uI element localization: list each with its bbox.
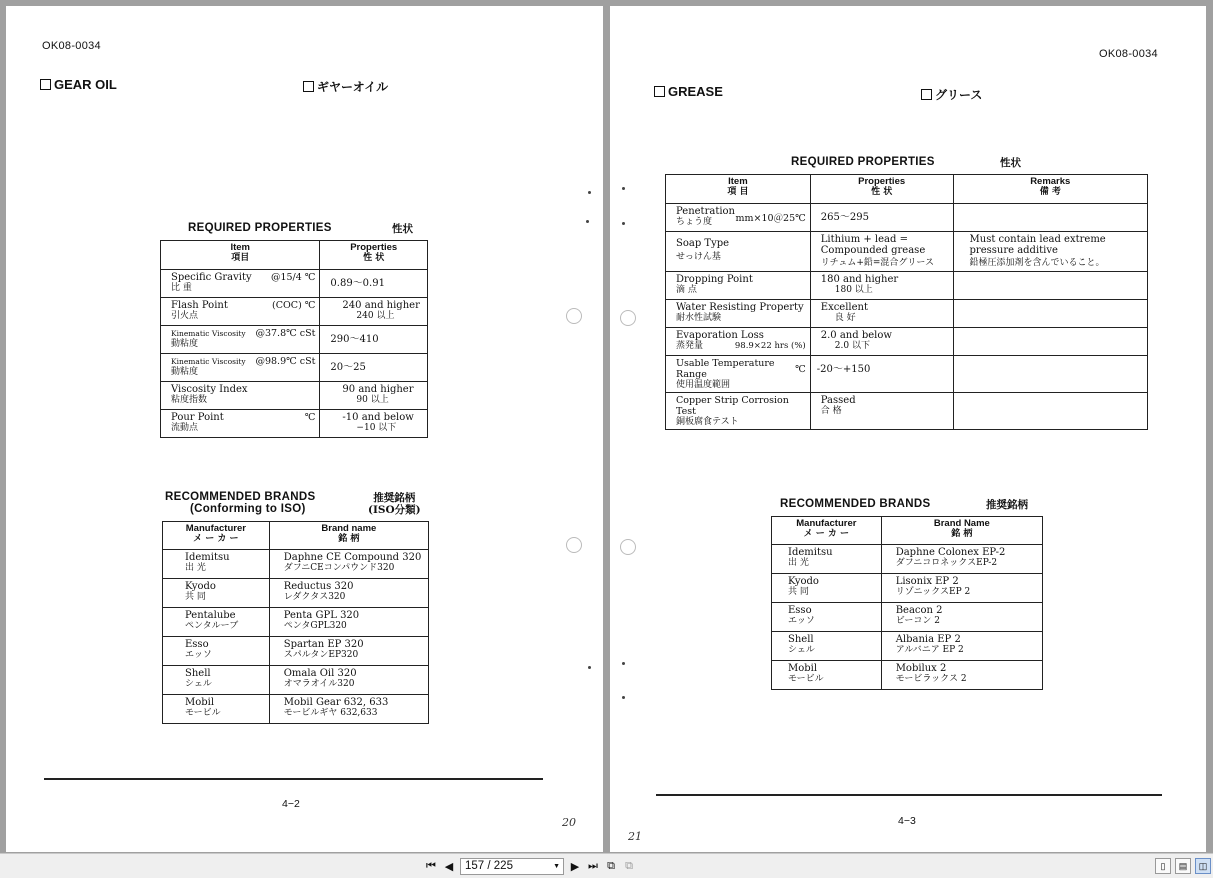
checkbox-square	[654, 86, 665, 97]
table-row: Kinematic Viscosity @37.8℃ cSt 動粘度 290～410	[161, 326, 428, 354]
required-caption-jp: 性状	[1000, 157, 1021, 169]
brands-caption: RECOMMENDED BRANDS	[780, 498, 931, 510]
next-page-icon: ▶	[570, 860, 580, 873]
last-page-icon: ⏭	[588, 859, 598, 872]
scan-speck	[622, 222, 625, 225]
table-row: Kyodo 共 同 Lisonix EP 2 リゾニックスEP 2	[772, 574, 1043, 603]
header-brand-name: Brand Name 銘 柄	[881, 517, 1042, 545]
checkbox-square	[303, 81, 314, 92]
table-row: Pentalube ペンタルーブ Penta GPL 320 ペンタGPL320	[163, 608, 429, 637]
scan-speck	[622, 187, 625, 190]
punch-hole	[566, 537, 582, 553]
table-row: Mobil モービル Mobilux 2 モービラックス 2	[772, 661, 1043, 690]
go-back-view-button[interactable]	[604, 857, 618, 875]
scan-speck	[586, 220, 589, 223]
go-forward-icon: ⧉	[625, 859, 633, 872]
table-row: Soap Type せっけん基 Lithium + lead = Compounded grease リチュム+鉛=混合グリース Must contain lead extreme pressure additive 鉛極圧添加剤を含んでいること。	[666, 232, 1148, 272]
section-title-jp: グリース	[921, 86, 982, 103]
page-selector-value: 157 / 225	[465, 860, 513, 872]
table-row: Viscosity Index 粘度指数 90 and higher 90 以上	[161, 382, 428, 410]
required-properties-table	[160, 240, 428, 438]
next-page-button[interactable]	[568, 857, 582, 875]
first-page-icon: ⏮	[426, 859, 436, 872]
continuous-page-icon: ▤	[1178, 860, 1188, 871]
table-row: Copper Strip Corrosion Test 銅板腐食テスト Passed 合 格	[666, 393, 1148, 430]
view-mode-buttons	[1155, 858, 1211, 874]
table-row: Usable Temperature Range ℃ 使用温度範囲 -20～+150	[666, 356, 1148, 393]
single-page-icon: ▯	[1160, 860, 1166, 871]
handwritten-note: 21	[628, 830, 642, 843]
brands-caption-jp: 推奨銘柄	[986, 499, 1028, 511]
doc-number: OK08-0034	[42, 40, 101, 52]
table-row: Specific Gravity @15/4 ℃ 比 重 0.89～0.91	[161, 270, 428, 298]
punch-hole	[620, 310, 636, 326]
table-row: Esso エッソ Spartan EP 320 スパルタンEP320	[163, 637, 429, 666]
header-remarks: Remarks 備 考	[953, 175, 1147, 204]
table-row: Penetration ちょう度 mm×10＠25℃ 265～295	[666, 204, 1148, 232]
go-back-icon: ⧉	[607, 859, 615, 872]
handwritten-note: 20	[562, 816, 576, 829]
page-left	[6, 6, 603, 852]
table-row: Kinematic Viscosity @98.9℃ cSt 動粘度 20～25	[161, 354, 428, 382]
two-page-icon: ◫	[1198, 860, 1208, 871]
header-item: Item 項目	[161, 241, 320, 270]
section-title-en: GEAR OIL	[40, 77, 117, 92]
last-page-button[interactable]	[586, 857, 600, 875]
section-title-jp: ギヤーオイル	[303, 78, 388, 95]
footer-rule	[44, 778, 543, 780]
table-row: Evaporation Loss 蒸発量 98.9×22 hrs (%) 2.0 and below 2.0 以下	[666, 328, 1148, 356]
brands-caption-iso: (Conforming to ISO)	[190, 503, 306, 515]
first-page-button[interactable]	[424, 857, 438, 875]
page-number: 4−2	[282, 798, 300, 810]
punch-hole	[620, 539, 636, 555]
go-forward-view-button[interactable]	[622, 857, 636, 875]
table-row: Dropping Point 滴 点 180 and higher 180 以上	[666, 272, 1148, 300]
required-caption: REQUIRED PROPERTIES	[188, 222, 332, 234]
table-row: Pour Point ℃ 流動点 -10 and below −10 以下	[161, 410, 428, 438]
checkbox-square	[921, 89, 932, 100]
header-properties: Properties 性 状	[320, 241, 428, 270]
table-row: Shell シェル Omala Oil 320 オマラオイル320	[163, 666, 429, 695]
table-row: Mobil モービル Mobil Gear 632, 633 モービルギヤ 632,633	[163, 695, 429, 724]
required-properties-table	[665, 174, 1148, 430]
header-brand-name: Brand name 銘 柄	[269, 522, 428, 550]
table-row: Kyodo 共 同 Reductus 320 レダクタス320	[163, 579, 429, 608]
table-row: Flash Point (COC) ℃ 引火点 240 and higher 240 以上	[161, 298, 428, 326]
header-item: Item 項 目	[666, 175, 811, 204]
scan-speck	[588, 191, 591, 194]
page-navigation	[424, 857, 636, 875]
recommended-brands-table	[771, 516, 1043, 690]
continuous-view-button[interactable]	[1175, 858, 1191, 874]
header-manufacturer: Manufacturer メ ー カ ー	[772, 517, 882, 545]
table-row: Esso エッソ Beacon 2 ビーコン 2	[772, 603, 1043, 632]
header-manufacturer: Manufacturer メ ー カ ー	[163, 522, 270, 550]
checkbox-square	[40, 79, 51, 90]
footer-rule	[656, 794, 1162, 796]
page-number: 4−3	[898, 815, 916, 827]
scan-speck	[588, 666, 591, 669]
punch-hole	[566, 308, 582, 324]
scan-speck	[622, 662, 625, 665]
table-row: Idemitsu 出 光 Daphne CE Compound 320 ダフニCEコンパウンド320	[163, 550, 429, 579]
scan-speck	[622, 696, 625, 699]
required-caption: REQUIRED PROPERTIES	[791, 156, 935, 168]
chevron-down-icon[interactable]: ▼	[553, 862, 560, 870]
doc-number: OK08-0034	[1099, 48, 1158, 60]
header-properties: Properties 性 状	[810, 175, 953, 204]
previous-page-button[interactable]	[442, 857, 456, 875]
required-caption-jp: 性状	[392, 223, 413, 235]
page-right	[610, 6, 1206, 852]
table-row: Idemitsu 出 光 Daphne Colonex EP-2 ダフニコロネックスEP-2	[772, 545, 1043, 574]
brands-caption-jp: 推奨銘柄 (ISO分類)	[368, 492, 421, 516]
previous-page-icon: ◀	[444, 860, 454, 873]
table-row: Shell シェル Albania EP 2 アルバニア EP 2	[772, 632, 1043, 661]
brands-caption: RECOMMENDED BRANDS	[165, 491, 316, 503]
two-page-view-button[interactable]	[1195, 858, 1211, 874]
section-title-en: GREASE	[654, 84, 723, 99]
recommended-brands-table	[162, 521, 429, 724]
table-row: Water Resisting Property 耐水性試験 Excellent 良 好	[666, 300, 1148, 328]
single-page-view-button[interactable]	[1155, 858, 1171, 874]
viewer-toolbar	[0, 853, 1213, 878]
page-selector[interactable]	[460, 858, 564, 875]
